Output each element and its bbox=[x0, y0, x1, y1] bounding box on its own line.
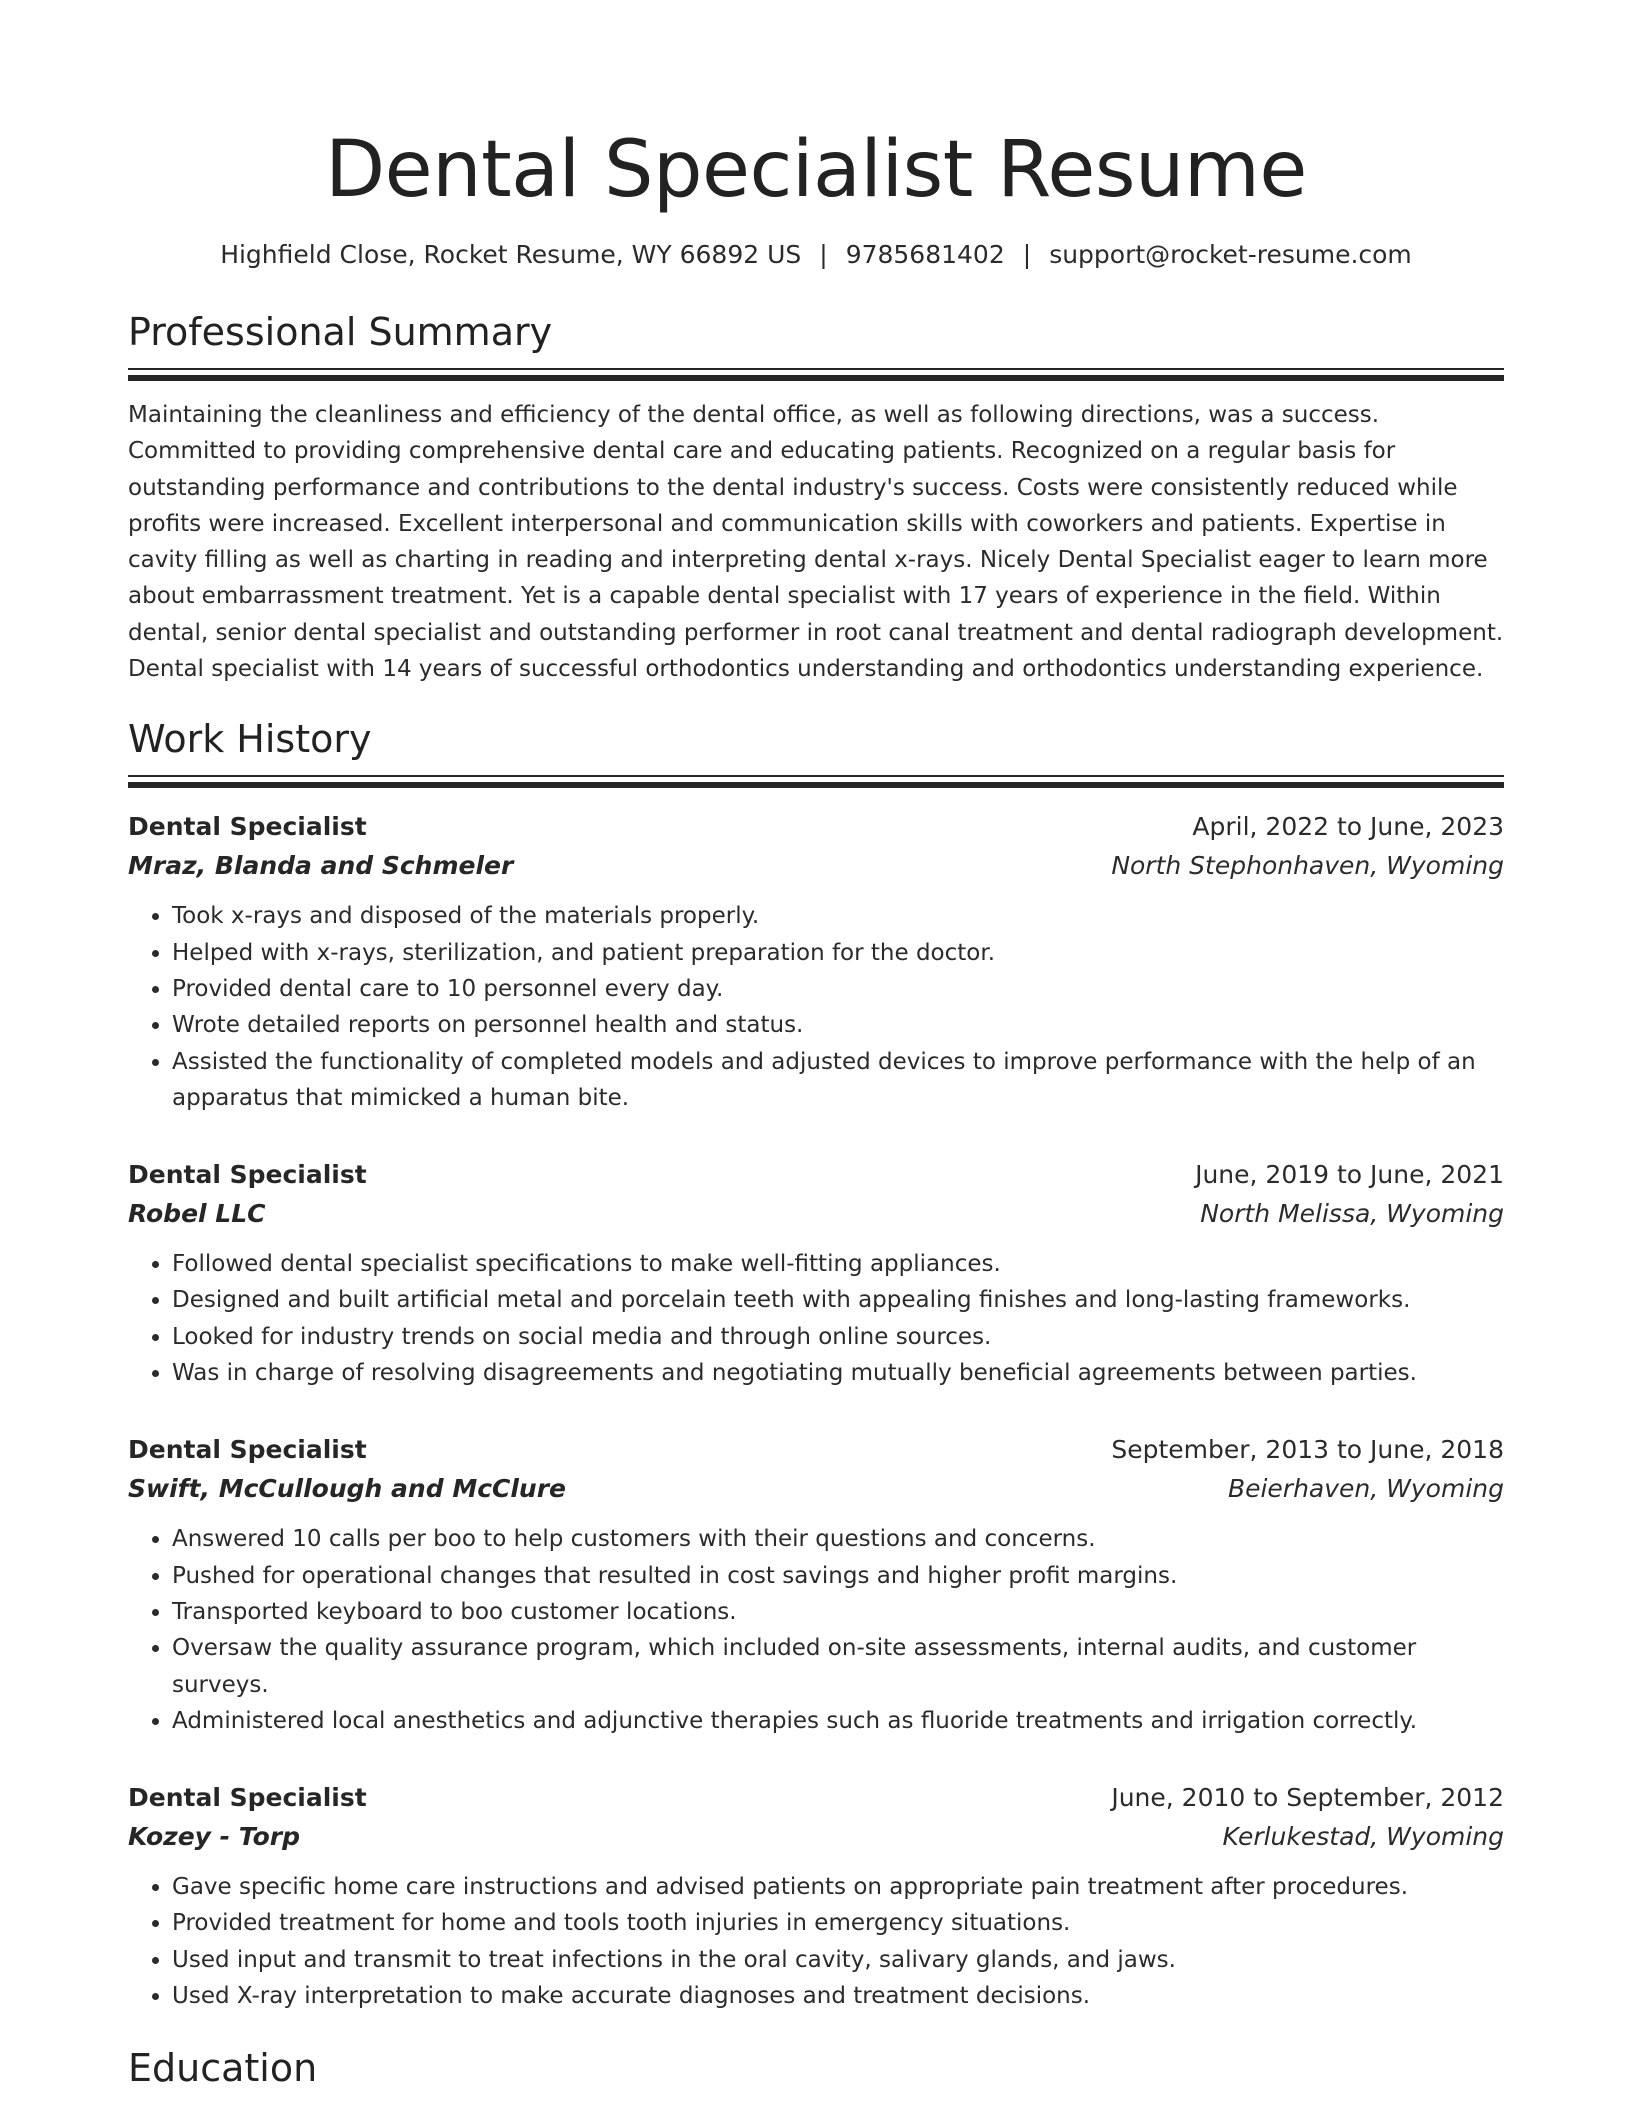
job-location: Beierhaven, Wyoming bbox=[1227, 1474, 1504, 1504]
contact-line bbox=[128, 238, 1504, 272]
list-item: • Transported keyboard to boo customer locations. bbox=[172, 1594, 1504, 1630]
section-heading: Work History bbox=[128, 717, 372, 762]
job-title: Dental Specialist bbox=[128, 1783, 367, 1813]
job-company: Robel LLC bbox=[128, 1199, 266, 1229]
contact-separator: | bbox=[819, 240, 828, 269]
list-item: • Used X-ray interpretation to make accurate diagnoses and treatment decisions. bbox=[172, 1978, 1504, 2014]
contact-address: Highfield Close, Rocket Resume, WY 66892 US bbox=[220, 240, 802, 269]
job-entry bbox=[128, 808, 1504, 1116]
job-company: Kozey - Torp bbox=[128, 1822, 300, 1852]
list-item: • Followed dental specialist specifications to make well-fitting appliances. bbox=[172, 1246, 1504, 1282]
job-duties-list bbox=[128, 1869, 1504, 2014]
list-item: • Pushed for operational changes that resulted in cost savings and higher profit margins. bbox=[172, 1558, 1504, 1594]
job-title: Dental Specialist bbox=[128, 812, 367, 842]
list-item: • Assisted the functionality of completed models and adjusted devices to improve performance with the help of an apparatus that mimicked a human bite. bbox=[172, 1044, 1504, 1117]
list-item: • Provided dental care to 10 personnel every day. bbox=[172, 971, 1504, 1007]
job-duties-list bbox=[128, 898, 1504, 1116]
list-item: • Used input and transmit to treat infections in the oral cavity, salivary glands, and jaws. bbox=[172, 1942, 1504, 1978]
section-heading: Professional Summary bbox=[128, 310, 553, 354]
job-company: Mraz, Blanda and Schmeler bbox=[128, 851, 514, 881]
resume-title: Dental Specialist Resume bbox=[325, 125, 1307, 215]
job-dates: September, 2013 to June, 2018 bbox=[1111, 1435, 1504, 1465]
section-divider bbox=[128, 368, 1504, 381]
work-history-section bbox=[128, 715, 1504, 2014]
list-item: • Helped with x-rays, sterilization, and patient preparation for the doctor. bbox=[172, 935, 1504, 971]
list-item: • Provided treatment for home and tools tooth injuries in emergency situations. bbox=[172, 1905, 1504, 1941]
resume-page bbox=[128, 0, 1504, 2092]
contact-separator: | bbox=[1022, 240, 1032, 269]
job-entry bbox=[128, 1431, 1504, 1739]
job-dates: April, 2022 to June, 2023 bbox=[1192, 812, 1504, 842]
job-entry bbox=[128, 1779, 1504, 2014]
summary-text: Maintaining the cleanliness and efficiency of the dental office, as well as following directions, was a success. Committed to providing comprehensive dental care and educating patients. Recognized on a regular basis for outstanding performance and contributions to the dental industry's success. Costs were consistently reduced while profits were increased. Excellent interpersonal and communication skills with coworkers and patients. Expertise in cavity filling as well as charting in reading and interpreting dental x-rays. Nicely Dental Specialist eager to learn more about embarrassment treatment. Yet is a capable dental specialist with 17 years of experience in the field. Within dental, senior dental specialist and outstanding performer in root canal treatment and dental radiograph development. Dental specialist with 14 years of successful orthodontics understanding and orthodontics understanding experience. bbox=[128, 402, 1504, 683]
list-item: • Was in charge of resolving disagreements and negotiating mutually beneficial agreements between parties. bbox=[172, 1355, 1504, 1391]
section-divider bbox=[128, 775, 1504, 788]
job-title: Dental Specialist bbox=[128, 1435, 367, 1465]
list-item: • Looked for industry trends on social media and through online sources. bbox=[172, 1319, 1504, 1355]
job-dates: June, 2019 to June, 2021 bbox=[1195, 1160, 1504, 1190]
list-item: • Oversaw the quality assurance program, which included on-site assessments, internal audits, and customer surveys. bbox=[172, 1630, 1504, 1703]
job-location: North Melissa, Wyoming bbox=[1200, 1199, 1504, 1229]
list-item: • Designed and built artificial metal and porcelain teeth with appealing finishes and long-lasting frameworks. bbox=[172, 1282, 1504, 1318]
list-item: • Wrote detailed reports on personnel health and status. bbox=[172, 1007, 1504, 1043]
list-item: • Answered 10 calls per boo to help customers with their questions and concerns. bbox=[172, 1521, 1504, 1557]
job-entry bbox=[128, 1156, 1504, 1391]
job-title: Dental Specialist bbox=[128, 1160, 367, 1190]
professional-summary-section bbox=[128, 308, 1504, 687]
job-location: Kerlukestad, Wyoming bbox=[1222, 1822, 1504, 1852]
contact-phone: 9785681402 bbox=[845, 240, 1005, 269]
job-duties-list bbox=[128, 1246, 1504, 1391]
job-location: North Stephonhaven, Wyoming bbox=[1111, 851, 1504, 881]
list-item: • Took x-rays and disposed of the materials properly. bbox=[172, 898, 1504, 934]
section-heading: Education bbox=[128, 2046, 318, 2091]
list-item: • Administered local anesthetics and adjunctive therapies such as fluoride treatments and irrigation correctly. bbox=[172, 1703, 1504, 1739]
list-item: • Gave specific home care instructions and advised patients on appropriate pain treatment after procedures. bbox=[172, 1869, 1504, 1905]
job-duties-list bbox=[128, 1521, 1504, 1739]
job-dates: June, 2010 to September, 2012 bbox=[1111, 1783, 1504, 1813]
job-company: Swift, McCullough and McClure bbox=[128, 1474, 567, 1504]
education-section bbox=[128, 2044, 1504, 2092]
contact-email: support@rocket-resume.com bbox=[1049, 240, 1412, 269]
